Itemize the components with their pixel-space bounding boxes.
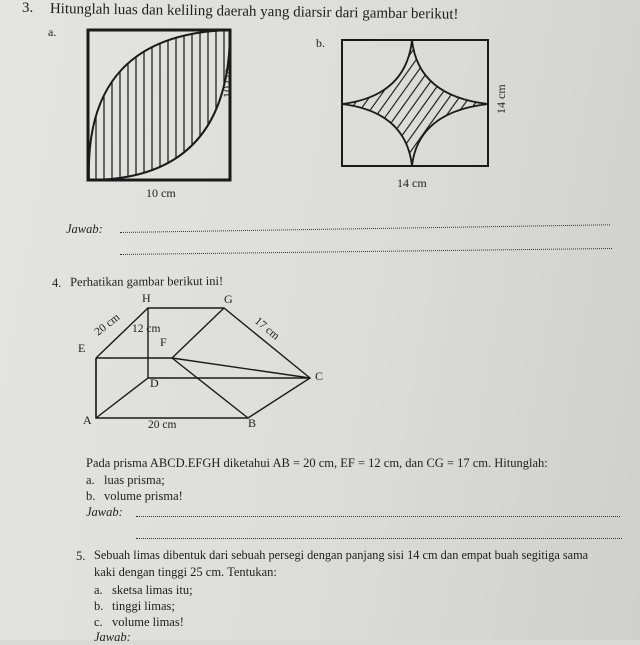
q5-item-c-letter: c.: [94, 615, 103, 629]
q4-number: 4.: [52, 276, 62, 290]
q5-item-c-text: volume limas!: [112, 615, 184, 629]
fig-a-square-leaf-figure: [80, 24, 240, 184]
q4-answer-line-2: [136, 538, 622, 539]
q5-item-b-text: tinggi limas;: [112, 599, 175, 613]
q4-problem: Pada prisma ABCD.EFGH diketahui AB = 20 cm, EF = 12 cm, dan CG = 17 cm. Hitunglah:: [86, 456, 548, 470]
fig-a-label: a.: [48, 25, 57, 39]
fig-b-square-star-figure: [336, 32, 496, 172]
length-gc: 17 cm: [252, 315, 282, 343]
q4-item-b-text: volume prisma!: [104, 489, 183, 503]
q5-number: 5.: [76, 549, 86, 563]
vertex-b: B: [248, 416, 257, 430]
length-ab: 20 cm: [148, 419, 177, 431]
q4-item-a-letter: a.: [86, 473, 95, 487]
vertex-f: F: [160, 335, 167, 349]
q3-number: 3.: [22, 0, 34, 16]
prism-diagram: [78, 290, 340, 440]
q4-answer-line-1: [136, 516, 620, 517]
q4-answer-label: Jawab:: [86, 505, 123, 519]
vertex-c: C: [315, 369, 324, 383]
vertex-e: E: [78, 341, 86, 355]
vertex-d: D: [150, 376, 159, 390]
q3-answer-line-1: [120, 224, 610, 233]
q5-text-line-1: Sebuah limas dibentuk dari sebuah persegi dengan panjang sisi 14 cm dan empat buah segitiga sama: [94, 548, 589, 562]
fig-b-label: b.: [316, 36, 325, 50]
vertex-a: A: [83, 413, 92, 427]
length-ef: 12 cm: [132, 323, 161, 335]
q5-item-b-letter: b.: [94, 599, 104, 613]
length-eh: 20 cm: [92, 311, 123, 339]
q3-answer-label: Jawab:: [66, 222, 103, 236]
q3-instruction: Hitunglah luas dan keliling daerah yang diarsir dari gambar berikut!: [49, 1, 459, 23]
q5-item-a-text: sketsa limas itu;: [112, 583, 193, 597]
q3-answer-line-2: [120, 248, 612, 255]
q5-item-a-letter: a.: [94, 583, 103, 597]
fig-b-bottom-label: 14 cm: [397, 176, 427, 190]
q4-item-a-text: luas prisma;: [104, 473, 165, 487]
fig-a-bottom-label: 10 cm: [146, 186, 176, 200]
fig-b-side-label: 14 cm: [494, 84, 508, 114]
q5-answer-label: Jawab:: [94, 630, 131, 644]
vertex-g: G: [224, 292, 233, 306]
fig-a-side-label: 10 cm: [220, 68, 234, 98]
q5-text-line-2: kaki dengan tinggi 25 cm. Tentukan:: [94, 565, 277, 579]
q4-item-b-letter: b.: [86, 489, 96, 503]
vertex-h: H: [142, 291, 151, 305]
q4-instruction: Perhatikan gambar berikut ini!: [70, 273, 224, 289]
